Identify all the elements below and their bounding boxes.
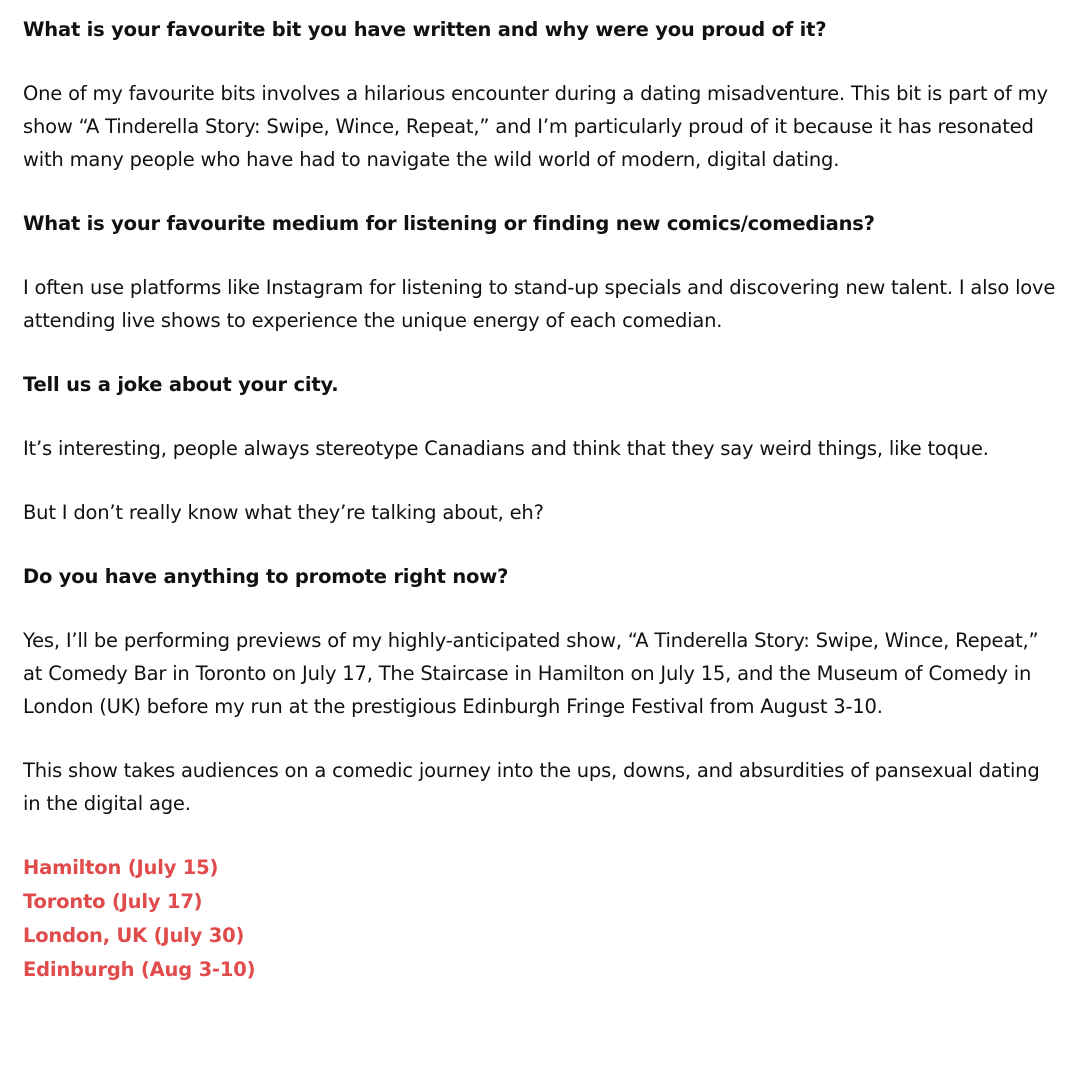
qa-city-joke <box>23 368 1056 529</box>
link-toronto[interactable]: Toronto (July 17) <box>23 890 203 913</box>
link-london[interactable]: London, UK (July 30) <box>23 924 245 947</box>
qa-promote <box>23 560 1056 820</box>
show-dates-link-list <box>23 851 1056 987</box>
answer-paragraph: It’s interesting, people always stereotype Canadians and think that they say weird things, like toque. <box>23 437 989 460</box>
qa-favourite-medium <box>23 207 1056 337</box>
question-heading: Tell us a joke about your city. <box>23 373 339 396</box>
answer-paragraph: But I don’t really know what they’re talking about, eh? <box>23 501 544 524</box>
answer-paragraph: I often use platforms like Instagram for listening to stand-up specials and discovering new talent. I also love attending live shows to experience the unique energy of each comedian. <box>23 276 1056 332</box>
list-item <box>23 851 1056 885</box>
question-heading: What is your favourite bit you have written and why were you proud of it? <box>23 18 827 41</box>
qa-favourite-bit <box>23 13 1056 176</box>
list-item <box>23 953 1056 987</box>
answer-paragraph: This show takes audiences on a comedic journey into the ups, downs, and absurdities of pansexual dating in the digital age. <box>23 759 1040 815</box>
link-hamilton[interactable]: Hamilton (July 15) <box>23 856 219 879</box>
answer-paragraph: One of my favourite bits involves a hilarious encounter during a dating misadventure. This bit is part of my show “A Tinderella Story: Swipe, Wince, Repeat,” and I’m particularly proud of it because it has resonated with many people who have had to navigate the wild world of modern, digital dating. <box>23 82 1048 171</box>
question-heading: What is your favourite medium for listening or finding new comics/comedians? <box>23 212 875 235</box>
link-edinburgh[interactable]: Edinburgh (Aug 3-10) <box>23 958 256 981</box>
answer-paragraph: Yes, I’ll be performing previews of my highly-anticipated show, “A Tinderella Story: Swipe, Wince, Repeat,” at Comedy Bar in Toronto on July 17, The Staircase in Hamilton on July 15, and the Museum of Comedy in London (UK) before my run at the prestigious Edinburgh Fringe Festival from August 3-10. <box>23 629 1039 718</box>
list-item <box>23 885 1056 919</box>
list-item <box>23 919 1056 953</box>
question-heading: Do you have anything to promote right now? <box>23 565 509 588</box>
